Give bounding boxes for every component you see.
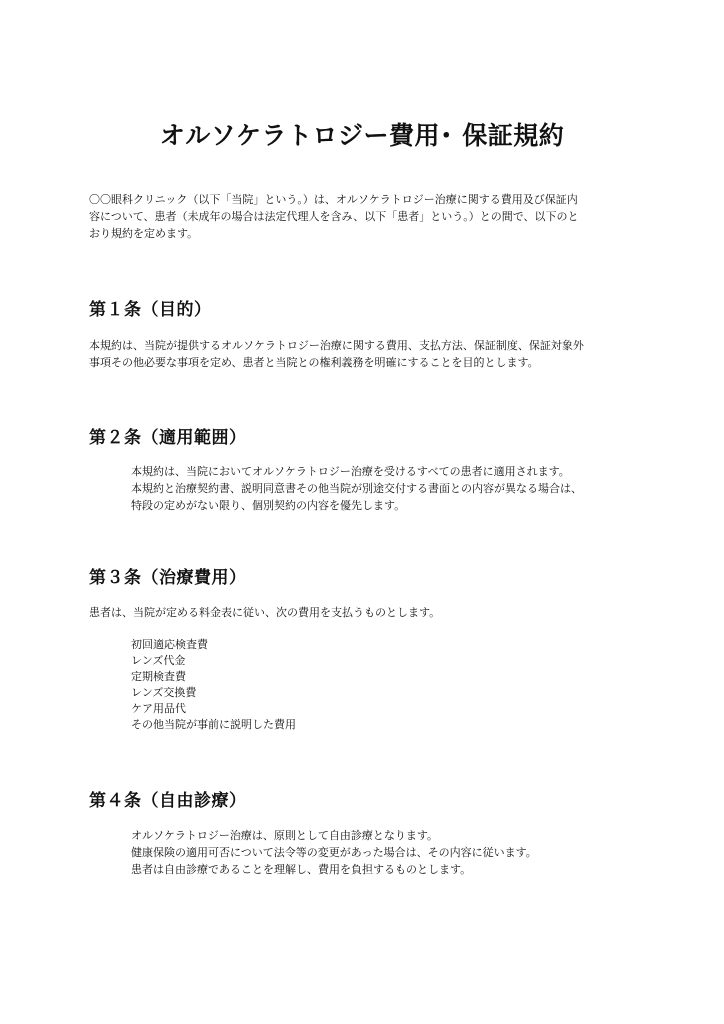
preamble-line: 〇〇眼科クリニック（以下「当院」という。）は、オルソケラトロジー治療に関する費用及び保証内 xyxy=(89,193,578,206)
preamble-line: おり規約を定めます。 xyxy=(89,227,199,240)
article-4-line: 健康保険の適用可否について法令等の変更があった場合は、その内容に従います。 xyxy=(131,846,537,859)
article-2-line: 特段の定めがない限り、個別契約の内容を優先します。 xyxy=(131,499,406,512)
list-item: レンズ交換費 xyxy=(131,686,197,699)
article-2-heading: 第２条（適用範囲） xyxy=(89,428,247,448)
list-item: 初回適応検査費 xyxy=(131,638,208,651)
article-4-line: オルソケラトロジー治療は、原則として自由診療となります。 xyxy=(131,829,439,842)
article-2-line: 本規約と治療契約書、説明同意書その他当院が別途交付する書面との内容が異なる場合は、 xyxy=(131,482,582,495)
list-item: レンズ代金 xyxy=(131,654,186,667)
cost-item-list xyxy=(131,637,296,733)
list-item: その他当院が事前に説明した費用 xyxy=(131,718,296,731)
article-1-body xyxy=(89,337,649,371)
article-1-line: 事項その他必要な事項を定め、患者と当院との権利義務を明確にすることを目的とします。 xyxy=(89,356,539,369)
article-4-body xyxy=(131,827,651,878)
article-2-body xyxy=(131,463,651,514)
article-2-line: 本規約は、当院においてオルソケラトロジー治療を受けるすべての患者に適用されます。 xyxy=(131,465,570,478)
preamble-paragraph xyxy=(89,191,649,242)
preamble-line: 容について、患者（未成年の場合は法定代理人を含み、以下「患者」という。）との間で、以下のと xyxy=(89,210,579,223)
document-title: オルソケラトロジー費用･ 保証規約 xyxy=(159,121,565,150)
article-3-intro: 患者は、当院が定める料金表に従い、次の費用を支払うものとします。 xyxy=(89,606,441,619)
list-item: 定期検査費 xyxy=(131,670,186,683)
article-1-heading: 第１条（目的） xyxy=(89,300,212,320)
article-1-line: 本規約は、当院が提供するオルソケラトロジー治療に関する費用、支払方法、保証制度、保証対象外 xyxy=(89,339,584,352)
article-4-heading: 第４条（自由診療） xyxy=(89,791,247,811)
article-3-heading: 第３条（治療費用） xyxy=(89,568,247,588)
article-4-line: 患者は自由診療であることを理解し、費用を負担するものとします。 xyxy=(131,863,472,876)
list-item: ケア用品代 xyxy=(131,702,186,715)
